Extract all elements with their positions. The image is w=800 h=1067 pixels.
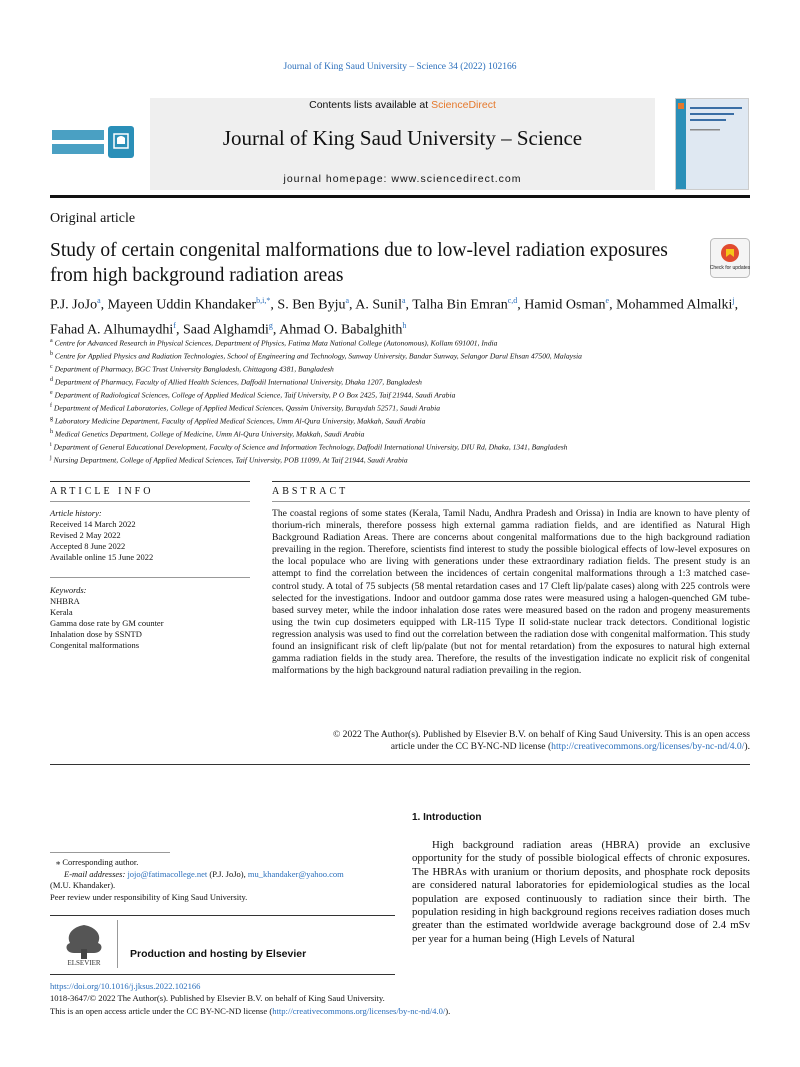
copyright-prefix: article under the CC BY-NC-ND license ( [390, 741, 552, 753]
production-hosting: Production and hosting by Elsevier [130, 948, 307, 960]
affiliation-marker: f [50, 403, 52, 410]
abstract-bottom-rule [50, 764, 750, 765]
article-history [50, 508, 250, 563]
author-affiliation-marker[interactable]: h [402, 320, 407, 330]
affiliation-marker: i [50, 442, 52, 449]
affiliation-list [50, 336, 770, 466]
author-list: P.J. JoJo$^a$, Mayeen Uddin Khandaker$^{b,i,*}$, S. Ben Byju$^a$, A. Sunil$^a$, Talha Bin Emran$^{c,d}$, Hamid Osman$^e$, Mohammed Almalki$^j$, Fahad A. Alhumaydhi$^f$, Saad Alghamdi$^g$, Ahmad O. Babalghith$^h$ [50, 296, 739, 338]
affiliation-item [50, 349, 770, 362]
affiliation-text: Centre for Advanced Research in Physical Sciences, Department of Physics, Fatima Mata National College (Autonomous), Kollam 691001, India [54, 338, 498, 348]
history-item: Revised 2 May 2022 [50, 530, 121, 540]
contents-prefix: Contents lists available at [309, 99, 432, 111]
author-affiliation-marker[interactable]: a [345, 296, 350, 305]
footnotes [50, 857, 395, 903]
affiliation-item [50, 453, 770, 466]
peer-review-note: Peer review under responsibility of King Saud University. [50, 891, 248, 902]
abstract-copyright [272, 729, 750, 753]
email-label: E-mail addresses: [64, 868, 128, 879]
abstract-heading: ABSTRACT [272, 486, 349, 497]
author-name[interactable]: Mohammed Almalki [616, 297, 733, 313]
license-suffix: ). [445, 1005, 451, 1016]
bottom-license-link[interactable]: http://creativecommons.org/licenses/by-nc-nd/4.0/ [272, 1005, 446, 1016]
author-name[interactable]: Talha Bin Emran [412, 297, 508, 313]
affiliation-text: Department of Pharmacy, Faculty of Allied Health Sciences, Daffodil International University, Dhaka 1207, Bangladesh [54, 377, 422, 387]
history-label: Article history: [50, 508, 102, 518]
elsevier-logo-text: ELSEVIER [67, 959, 101, 967]
ksu-logo [50, 124, 136, 160]
article-info-heading: ARTICLE INFO [50, 486, 154, 497]
author-name[interactable]: Saad Alghamdi [182, 322, 269, 338]
keyword-item: NHBRA [50, 596, 80, 606]
abstract-text: The coastal regions of some states (Kerala, Tamil Nadu, Andhra Pradesh and Orissa) in India are known to have plenty of thorium-rich minerals, therefore possess high external gamma radiation fields, and are identified as Natural High Background Radiation Areas. There are concerns about congenital malformations due to the high background radiation prevailing in the region. Therefore, scientists find interest to study the possible biological effects of low-level exposures on the local populace who are living with generations under these extraordinary radiation fields. The present study is an attempt to find the correlation between the incidences of certain congenital malformations through a 1:3 matched case-control study. A total of 75 subjects (58 mental retardation cases and 17 Cleft lip/palate cases) along with 225 controls were selected for the investigations. Indoor and outdoor gamma dose rates were measured using a halogen-quenched GM tube-based survey meter, while the indoor inhalation dose rates were measured based on the radon and progeny measurements using the twin cup dosimeters equipped with LR-115 Type II solid-state nuclear track detectors. Conditional logistic regression analysis was used to find out the correlation between the radiation dose with congenital malformation. This study found an insignificant risk of cleft lip/palate (but not for mental retardation) from the exposures to natural high external gamma radiation fields in the study area. Therefore, the results of the investigation indicate no explicit risk of congenital malformations by the high background natural radiation prevailing in the region. [272, 508, 750, 677]
abstract-rule-top [272, 481, 750, 482]
affiliation-marker: j [50, 455, 52, 462]
abstract-rule [272, 501, 750, 502]
affiliation-item [50, 401, 770, 414]
affiliation-item [50, 375, 770, 388]
affiliation-text: Centre for Applied Physics and Radiation Technologies, School of Engineering and Technology, Sunway University, Bandar Sunway, Selangor Darul Ehsan 47500, Malaysia [54, 351, 582, 361]
header-rule [50, 195, 750, 198]
author-affiliation-marker[interactable]: g [268, 320, 273, 330]
history-item: Received 14 March 2022 [50, 519, 136, 529]
keyword-item: Kerala [50, 607, 73, 617]
author-affiliation-marker[interactable]: c,d [507, 296, 518, 305]
affiliation-item [50, 336, 770, 349]
copyright-line-1: © 2022 The Author(s). Published by Elsevier B.V. on behalf of King Saud University. This is an open access [332, 729, 750, 740]
affiliation-text: Department of Medical Laboratories, College of Applied Medical Sciences, Qassim University, Buraydah 52571, Saudi Arabia [53, 403, 441, 413]
author-name[interactable]: Mayeen Uddin Khandaker [107, 297, 257, 313]
bottom-info [50, 980, 750, 1017]
copyright-suffix: ). [744, 741, 750, 753]
license-prefix: This is an open access article under the CC BY-NC-ND license ( [50, 1005, 273, 1016]
email-name-1: (P.J. JoJo), [207, 868, 248, 879]
affiliation-text: Department of General Educational Development, Faculty of Science and Information Technology, Daffodil International University, DIU Rd, Dhaka, 1341, Bangladesh [53, 442, 568, 452]
history-keywords-divider [50, 577, 250, 578]
affiliation-marker: d [50, 377, 53, 384]
article-info-rule [50, 501, 250, 502]
copyright-line-2 [272, 741, 750, 753]
affiliation-item [50, 440, 770, 453]
affiliation-marker: b [50, 351, 53, 358]
author-name[interactable]: Hamid Osman [524, 297, 606, 313]
email-link-1[interactable]: jojo@fatimacollege.net [127, 868, 208, 879]
contents-available [150, 99, 655, 111]
corresponding-author: ⁎ Corresponding author. [56, 857, 139, 867]
homepage-link[interactable]: www.sciencedirect.com [391, 173, 522, 185]
author-affiliation-marker[interactable]: e [605, 296, 610, 305]
journal-cover-image [675, 98, 749, 190]
journal-title: Journal of King Saud University – Science [222, 126, 583, 150]
affiliation-marker: a [50, 338, 53, 344]
affiliation-marker: h [50, 429, 53, 436]
author-affiliation-marker[interactable]: b,i,* [256, 296, 271, 305]
author-affiliation-marker[interactable]: f [173, 320, 176, 330]
affiliation-item [50, 362, 770, 375]
keyword-item: Inhalation dose by SSNTD [50, 629, 142, 639]
sciencedirect-link[interactable]: ScienceDirect [431, 99, 496, 111]
affiliation-text: Medical Genetics Department, College of Medicine, Umm Al-Qura University, Makkah, Saudi Arabia [54, 429, 365, 439]
affiliation-marker: e [50, 390, 53, 397]
history-item: Available online 15 June 2022 [50, 552, 154, 562]
elsevier-divider [117, 920, 118, 968]
author-affiliation-marker[interactable]: a [401, 296, 406, 305]
doi-link[interactable]: https://doi.org/10.1016/j.jksus.2022.102166 [50, 981, 201, 991]
license-link[interactable]: http://creativecommons.org/licenses/by-nc-nd/4.0/ [551, 741, 745, 753]
keywords-section [50, 585, 250, 651]
license-line [50, 1005, 750, 1017]
affiliation-item [50, 414, 770, 427]
history-item: Accepted 8 June 2022 [50, 541, 126, 551]
affiliation-marker: c [50, 364, 53, 371]
author-name[interactable]: Fahad A. Alhumaydhi [50, 322, 174, 338]
check-for-updates-label: Check for updates [710, 265, 750, 271]
affiliation-item [50, 388, 770, 401]
journal-homepage [150, 173, 655, 185]
introduction-heading: 1. Introduction [412, 812, 482, 823]
check-for-updates-button[interactable] [710, 238, 750, 278]
footnote-rule [50, 852, 170, 853]
author-name[interactable]: A. Sunil [355, 297, 402, 313]
homepage-prefix: journal homepage: [283, 173, 392, 185]
keyword-item: Gamma dose rate by GM counter [50, 618, 164, 628]
affiliation-text: Department of Radiological Sciences, College of Applied Medical Science, Taif University, P O Box 2425, Taif 21944, Saudi Arabia [54, 390, 456, 400]
article-type: Original article [50, 211, 136, 226]
affiliation-text: Nursing Department, College of Applied Medical Sciences, Taif University, POB 11099, At Taif 21944, Saudi Arabia [53, 455, 408, 465]
introduction-text [412, 839, 750, 946]
keyword-item: Congenital malformations [50, 640, 139, 650]
affiliation-marker: g [50, 416, 53, 423]
affiliation-text: Department of Pharmacy, BGC Trust University Bangladesh, Chittagong 4381, Bangladesh [54, 364, 334, 374]
issn-line: 1018-3647/© 2022 The Author(s). Published by Elsevier B.V. on behalf of King Saud University. [50, 993, 385, 1004]
author-affiliation-marker[interactable]: a [97, 296, 101, 305]
introduction-body: High background radiation areas (HBRA) provide an exclusive opportunity for the study of possible biological effects of chronic exposures. The HBRAs with uranium or thorium deposits, and phosphate rock deposits are considered natural laboratories for epidemiological studies as the local population are exposed continuously to radiation since their birth. The population residing in high background regions receives radiation doses much greater than the estimated worldwide average background dose of 2.4 mSv per year for a human being (High Levels of Natural [412, 839, 750, 945]
email-link-2[interactable]: mu_khandaker@yahoo.com [247, 868, 344, 879]
author-name[interactable]: P.J. JoJo [50, 297, 98, 313]
author-affiliation-marker[interactable]: j [732, 296, 735, 305]
email-name-2: (M.U. Khandaker). [50, 880, 116, 890]
author-name[interactable]: S. Ben Byju [277, 297, 346, 313]
article-info-rule-top [50, 481, 250, 482]
journal-citation[interactable]: Journal of King Saud University – Science 34 (2022) 102166 [283, 62, 517, 72]
affiliation-text: Laboratory Medicine Department, Faculty of Applied Medical Sciences, Umm Al-Qura University, Makkah, Saudi Arabia [54, 416, 426, 426]
author-name[interactable]: Ahmad O. Babalghith [279, 322, 403, 338]
article-title: Study of certain congenital malformations due to low-level radiation exposures from high background radiation areas [50, 240, 668, 286]
email-line [50, 869, 395, 881]
affiliation-item [50, 427, 770, 440]
elsevier-logo [58, 921, 110, 967]
keywords-label: Keywords: [50, 585, 87, 595]
